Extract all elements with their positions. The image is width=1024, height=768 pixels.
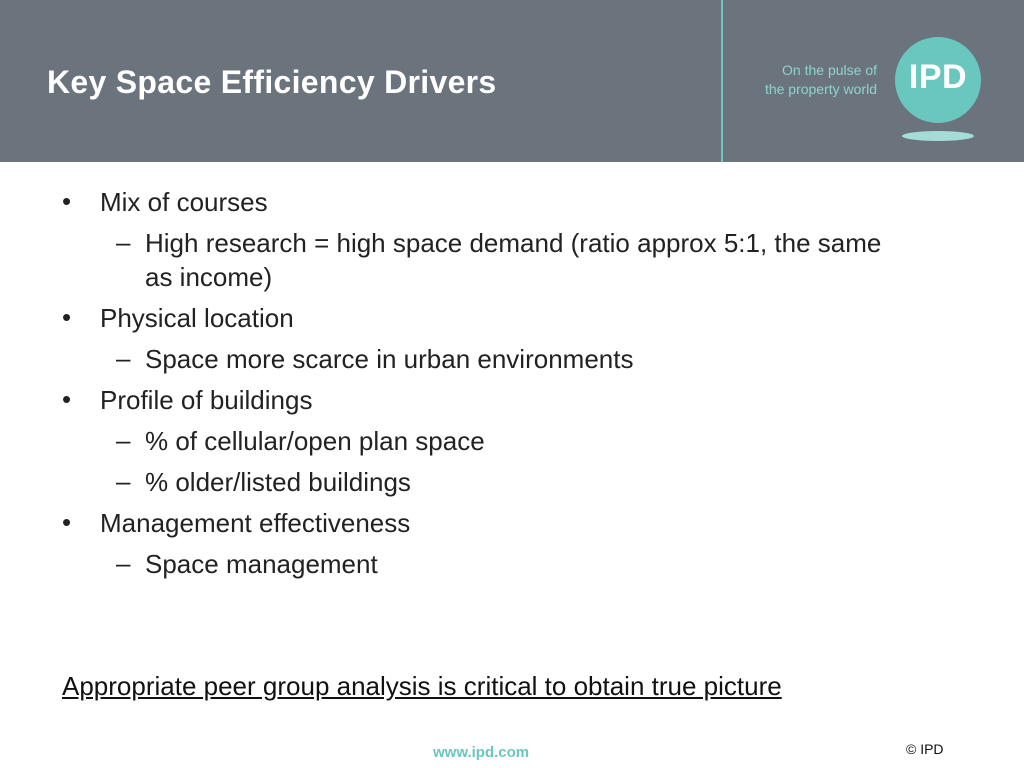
bullet-item-profile-of-buildings: Profile of buildings [100,385,313,415]
tagline-line-1: On the pulse of [782,62,877,78]
bullet-item-physical-location: Physical location [100,303,294,333]
footer-copyright: © IPD [906,741,944,757]
footer-website-link[interactable]: www.ipd.com [433,744,530,761]
sub-item-high-research: High research = high space demand (ratio approx 5:1, the same [145,228,882,258]
sub-bullet-dash: – [116,466,131,496]
bullet-dot: • [62,302,72,332]
sub-item-cellular-open-plan: % of cellular/open plan space [145,426,485,456]
sub-bullet-dash: – [116,343,131,373]
conclusion-statement: Appropriate peer group analysis is critical to obtain true picture [62,671,782,701]
sub-bullet-dash: – [116,425,131,455]
bullet-dot: • [62,186,72,216]
bullet-dot: • [62,507,72,537]
bullet-item-management-effectiveness: Management effectiveness [100,508,411,538]
tagline-line-2: the property world [764,81,877,97]
sub-bullet-dash: – [116,227,131,257]
sub-bullet-dash: – [116,548,131,578]
ipd-logo-text: IPD [908,58,968,96]
sub-item-space-management: Space management [145,549,378,579]
bullet-item-mix-of-courses: Mix of courses [100,187,268,217]
slide-title: Key Space Efficiency Drivers [47,64,497,100]
bullet-dot: • [62,384,72,414]
sub-item-older-listed: % older/listed buildings [145,467,411,497]
sub-item-space-scarce: Space more scarce in urban environments [145,344,634,374]
sub-item-high-research-continued: as income) [145,262,273,292]
